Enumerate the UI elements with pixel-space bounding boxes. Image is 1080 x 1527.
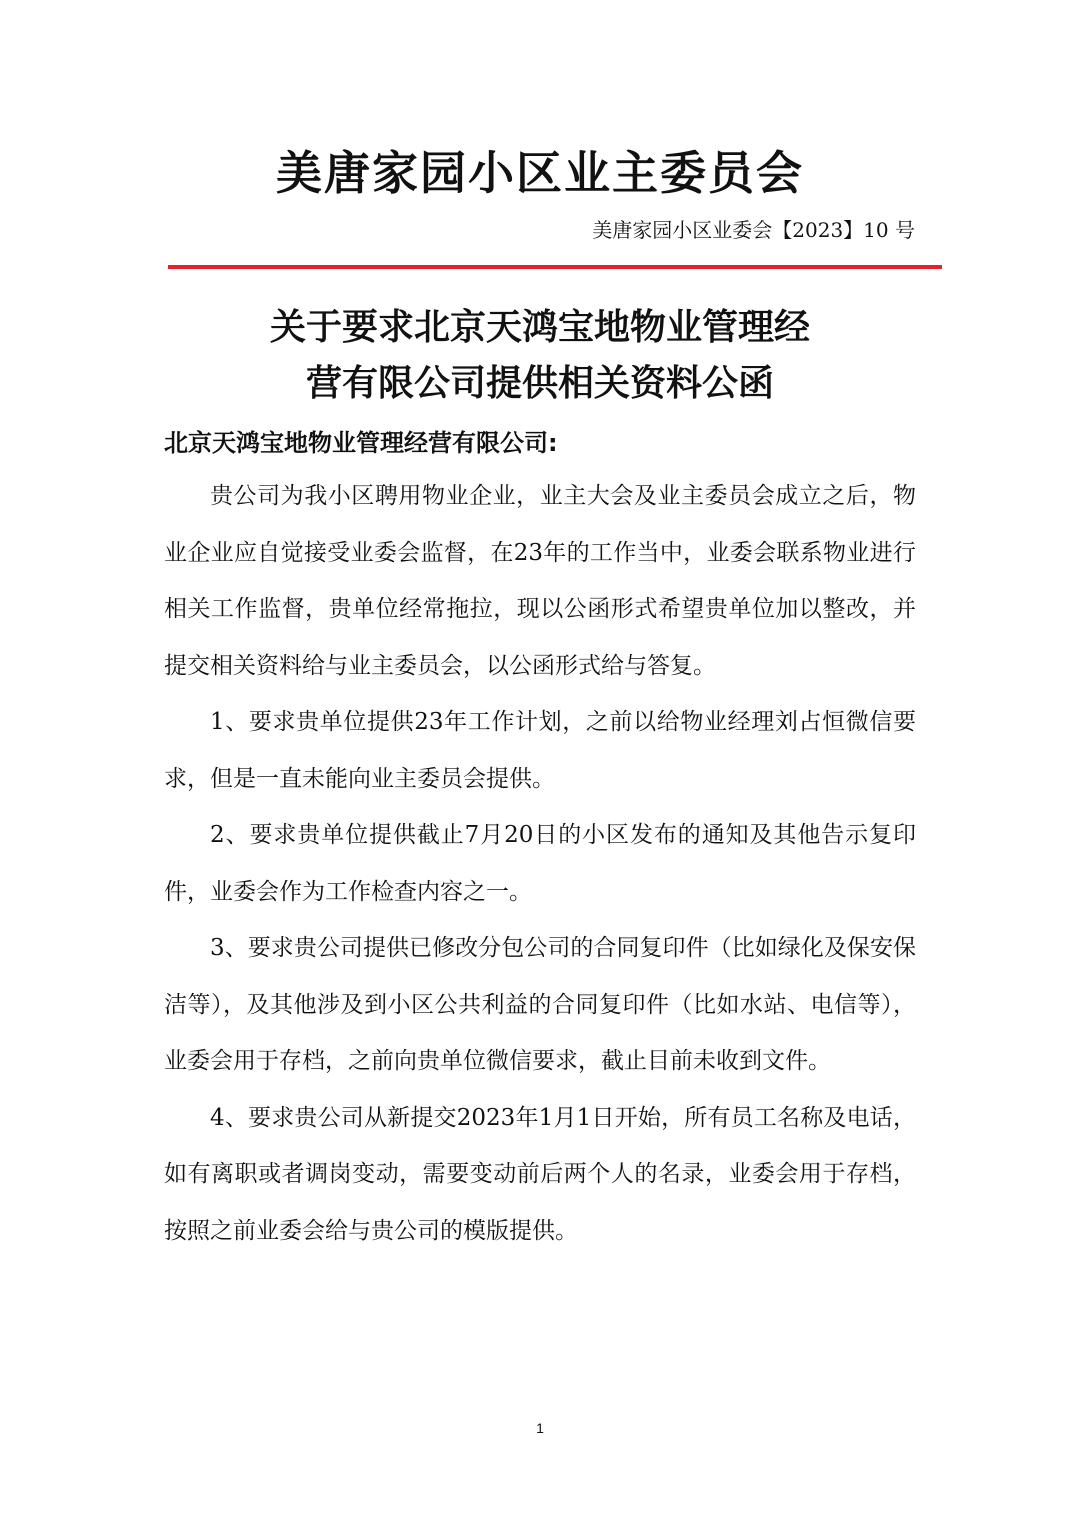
paragraph-item-3: 3、要求贵公司提供已修改分包公司的合同复印件（比如绿化及保安保洁等），及其他涉及到小区公共利益的合同复印件（比如水站、电信等），业委会用于存档，之前向贵单位微信要求，截止目前未收到文件。	[164, 935, 916, 1074]
addressee: 北京天鸿宝地物业管理经营有限公司:	[164, 429, 558, 457]
letter-title-line-2: 营有限公司提供相关资料公函	[305, 363, 774, 404]
letter-body	[164, 468, 916, 1259]
paragraph-item-2: 2、要求贵单位提供截止7月20日的小区发布的通知及其他告示复印件，业委会作为工作检查内容之一。	[164, 822, 916, 905]
paragraph-intro: 贵公司为我小区聘用物业企业，业主大会及业主委员会成立之后，物业企业应自觉接受业委会监督，在23年的工作当中，业委会联系物业进行相关工作监督，贵单位经常拖拉，现以公函形式希望贵单位加以整改，并提交相关资料给与业主委员会，以公函形式给与答复。	[164, 483, 916, 679]
paragraph-item-4: 4、要求贵公司从新提交2023年1月1日开始，所有员工名称及电话，如有离职或者调岗变动，需要变动前后两个人的名录，业委会用于存档，按照之前业委会给与贵公司的模版提供。	[164, 1104, 916, 1244]
red-divider	[168, 265, 942, 269]
org-title: 美唐家园小区业主委员会	[276, 146, 804, 200]
page-number: 1	[536, 1420, 544, 1436]
paragraph-item-1: 1、要求贵单位提供23年工作计划，之前以给物业经理刘占恒微信要求，但是一直未能向业主委员会提供。	[164, 709, 916, 792]
letter-title-line-1: 关于要求北京天鸿宝地物业管理经	[269, 307, 810, 348]
letter-title	[0, 300, 1080, 412]
document-number: 美唐家园小区业委会【2023】10 号	[592, 218, 915, 242]
